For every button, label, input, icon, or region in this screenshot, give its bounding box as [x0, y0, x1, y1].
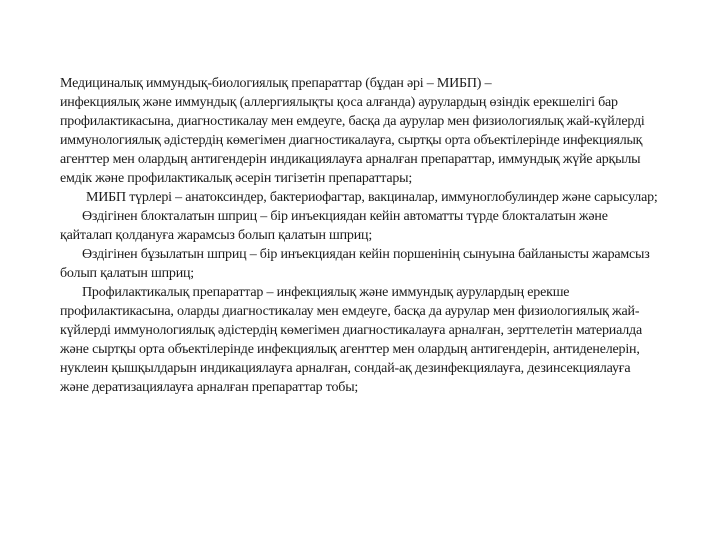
paragraph-text: МИБП түрлері – анатоксиндер, бактериофагтар, вакциналар, иммуноглобулиндер және сарысулар;: [86, 190, 658, 205]
paragraph-mibp-definition: [60, 74, 660, 188]
paragraph-prophylactic-preparations: [60, 283, 660, 397]
paragraph-self-destruct-syringe: [60, 245, 660, 283]
paragraph-text: Өздігінен бұзылатын шприц – бір инъекциядан кейін поршенінің сынуына байланысты жарамсыз болып қалатын шприц;: [60, 247, 650, 281]
paragraph-text: Профилактикалық препараттар – инфекциялық және иммундық аурулардың ерекше профилактикасына, оларды диагностикалау мен емдеуге, басқа да аурулар мен физиологиялық жай-күйлерді иммунологиялық әдістердің көмегімен диагностикалауға арналған, зерттелетін материалда және сыртқы орта объектілерінде инфекциялық агенттер мен олардың антигендерін, антиденелерін, нуклеин қышқылдарын индикациялауға арналған, сондай-ақ дезинфекциялауға, дезинсекциялауға және дератизациялауға арналған препараттар тобы;: [60, 285, 642, 395]
paragraph-lead: Медициналық иммундық-биологиялық препараттар (бұдан әрі – МИБП) –: [60, 76, 492, 91]
paragraph-body: инфекциялық және иммундық (аллергиялықты қоса алғанда) аурулардың өзіндік ерекшелігі бар профилактикасына, диагностикалау мен емдеуге, басқа да аурулар мен физиологиялық жай-күйлерді иммунологиялық әдістердің көмегімен диагностикалауға, сыртқы орта объектілерінде инфекциялық агенттер мен олардың антигендерін индикациялауға арналған препараттар, иммундық жүйе арқылы емдік және профилактикалық әсерін тигізетін препараттары;: [60, 95, 645, 186]
document-body: [60, 74, 660, 397]
paragraph-mibp-types: [60, 188, 660, 207]
paragraph-auto-disable-syringe: [60, 207, 660, 245]
paragraph-text: Өздігінен блокталатын шприц – бір инъекциядан кейін автоматты түрде блокталатын және қайталап қолдануға жарамсыз болып қалатын шприц;: [60, 209, 608, 243]
